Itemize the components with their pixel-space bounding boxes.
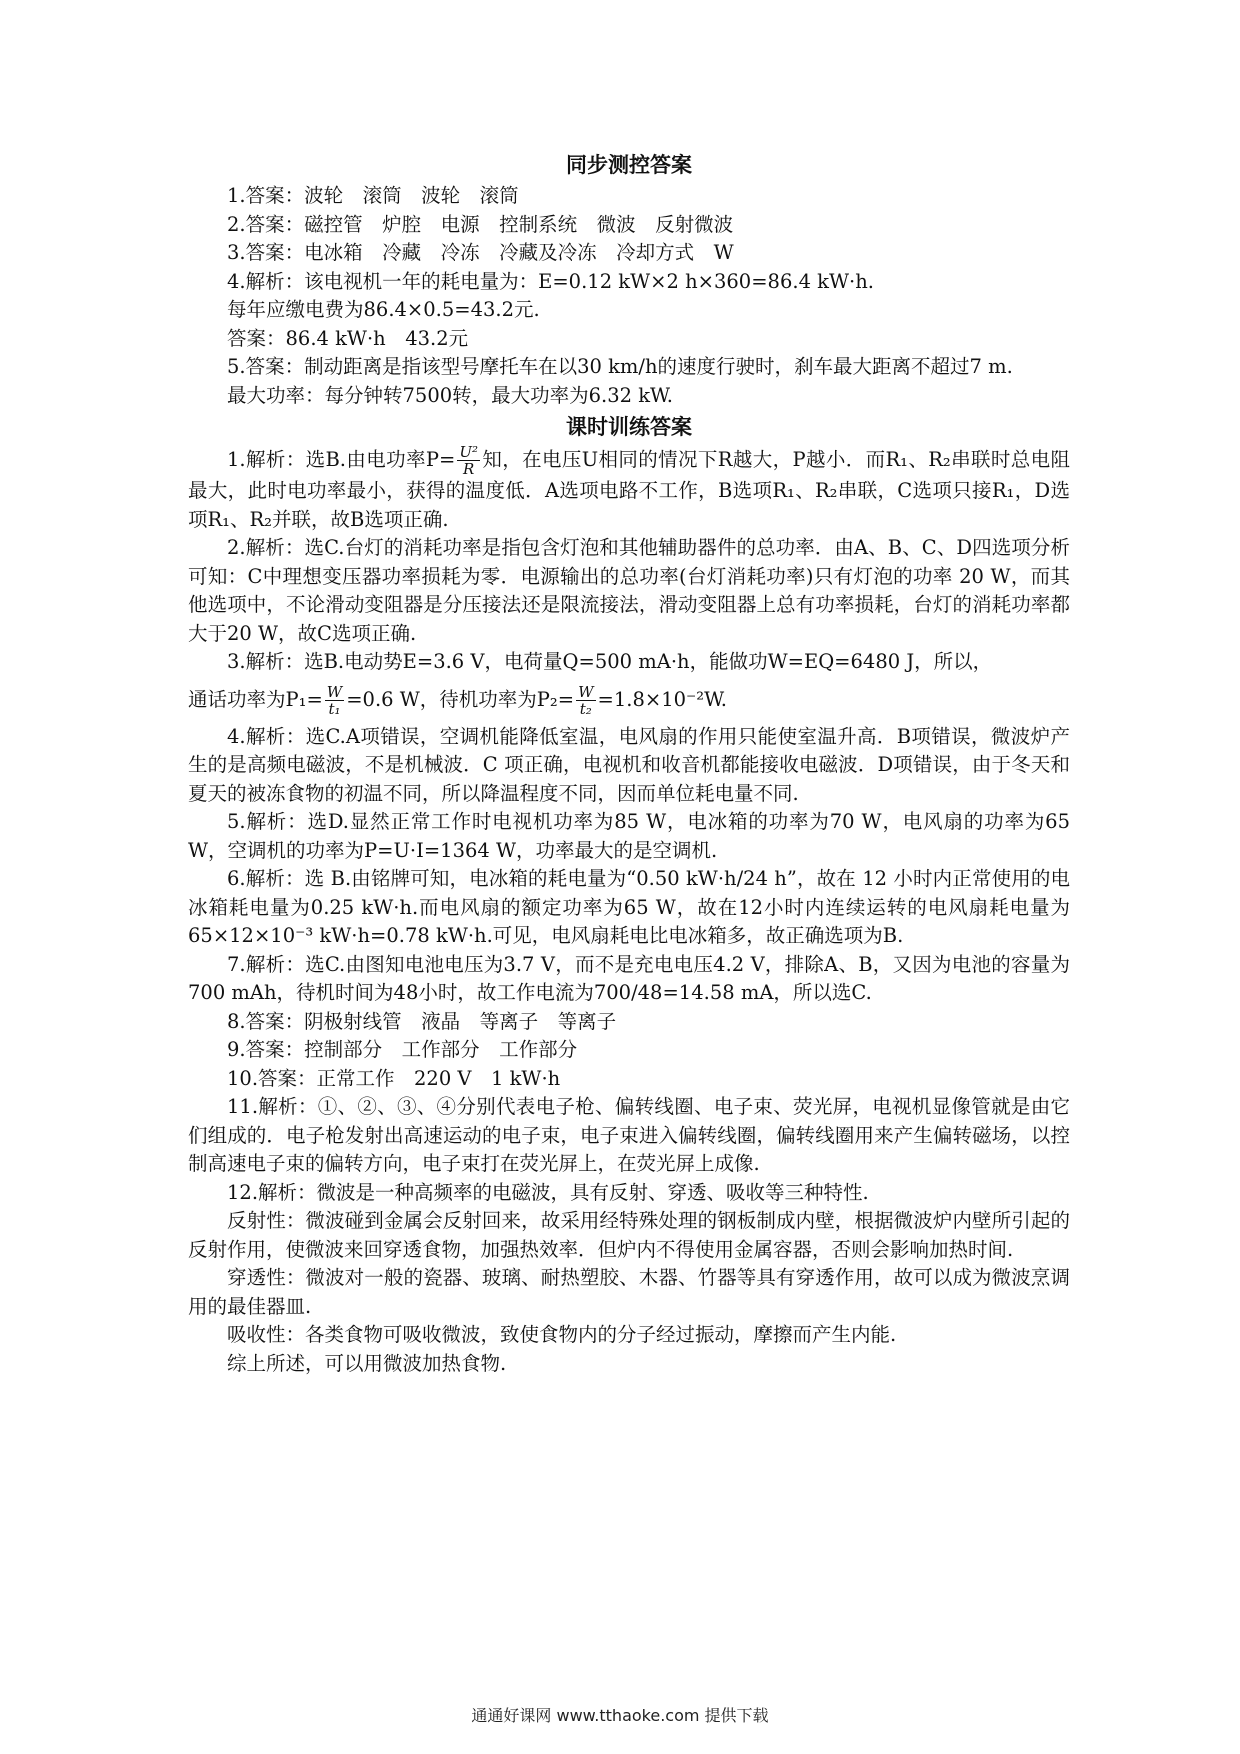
sync-answer-1: 1.答案：波轮 滚筒 波轮 滚筒 [227, 184, 519, 207]
lesson-answer-12-absorption: 吸收性：各类食物可吸收微波，致使食物内的分子经过振动，摩擦而产生内能. [227, 1323, 897, 1346]
sync-answer-3: 3.答案：电冰箱 冷藏 冷冻 冷藏及冷冻 冷却方式 W [227, 241, 734, 264]
page-footer: 通通好课网 www.tthaoke.com 提供下载 [471, 1706, 769, 1725]
standby-power-fraction [576, 684, 595, 717]
lesson-answer-8: 8.答案：阴极射线管 液晶 等离子 等离子 [227, 1009, 617, 1033]
sync-answer-5-line1: 5.答案：制动距离是指该型号摩托车在以30 km/h的速度行驶时，刹车最大距离不超过7 m. [227, 355, 1013, 378]
lesson-answer-5: 5.解析：选D.显然正常工作时电视机功率为85 W，电冰箱的功率为70 W，电风扇的功率为65 W，空调机的功率为P=U·I=1364 W，功率最大的是空调机. [188, 810, 1070, 862]
lesson-answer-7: 7.解析：选C.由图知电池电压为3.7 V，而不是充电电压4.2 V，排除A、B，又因为电池的容量为700 mAh，待机时间为48小时，故工作电流为700/48=14.58 mA，所以选C. [188, 952, 1070, 1004]
answer-content [188, 148, 1070, 1378]
lesson-answer-12-line1: 12.解析：微波是一种高频率的电磁波，具有反射、穿透、吸收等三种特性. [227, 1180, 869, 1204]
talk-power-fraction [325, 684, 344, 717]
fraction-denominator: t₁ [328, 699, 341, 718]
lesson-answer-1-post: 知，在电压U相同的情况下R越大，P越小．而R₁、R₂串联时总电阻最大，此时电功率最小，获得的温度低．A选项电路不工作，B选项R₁、R₂串联，C选项只接R₁，D选项R₁、R₂并联，故B选项正确. [188, 448, 1070, 531]
lesson-answer-4: 4.解析：选C.A项错误，空调机能降低室温，电风扇的作用只能使室温升高．B项错误，微波炉产生的是高频电磁波，不是机械波．C 项正确，电视机和收音机都能接收电磁波．D项错误，由于冬天和夏天的被冻食物的初温不同，所以降温程度不同，因而单位耗电量不同. [188, 724, 1070, 805]
fraction-denominator: R [463, 460, 475, 478]
fraction-numerator: W [326, 682, 343, 701]
lesson-answer-3-post: =1.8×10⁻²W. [597, 687, 727, 711]
lesson-answer-3-line1: 3.解析：选B.电动势E=3.6 V，电荷量Q=500 mA·h，能做功W=EQ=6480 J，所以， [227, 650, 993, 673]
lesson-answer-9: 9.答案：控制部分 工作部分 工作部分 [227, 1038, 578, 1061]
lesson-answer-3-mid: =0.6 W，待机功率为P₂= [346, 687, 575, 711]
lesson-answers-title: 课时训练答案 [566, 414, 692, 439]
fraction-numerator: W [578, 682, 594, 701]
lesson-answer-1-pre: 1.解析：选B.由电功率P= [227, 448, 456, 471]
sync-answer-4-line1: 4.解析：该电视机一年的耗电量为：E=0.12 kW×2 h×360=86.4 kW·h. [227, 269, 874, 293]
sync-answers-title: 同步测控答案 [566, 152, 692, 177]
lesson-answer-12-conclusion: 综上所述，可以用微波加热食物. [227, 1351, 507, 1375]
fraction-denominator: t₂ [579, 699, 592, 718]
power-formula-fraction [457, 444, 480, 477]
sync-answer-2: 2.答案：磁控管 炉腔 电源 控制系统 微波 反射微波 [227, 212, 734, 236]
lesson-answer-12-reflection: 反射性：微波碰到金属会反射回来，故采用经特殊处理的钢板制成内壁，根据微波炉内壁所引起的反射作用，使微波来回穿透食物，加强热效率．但炉内不得使用金属容器，否则会影响加热时间. [188, 1209, 1070, 1261]
lesson-answer-1 [188, 444, 1070, 534]
lesson-answer-12-penetration: 穿透性：微波对一般的瓷器、玻璃、耐热塑胶、木器、竹器等具有穿透作用，故可以成为微波烹调用的最佳器皿. [188, 1266, 1070, 1318]
lesson-answer-3-line2 [188, 677, 1070, 723]
lesson-answer-10: 10.答案：正常工作 220 V 1 kW·h [227, 1066, 561, 1090]
lesson-answer-11: 11.解析：①、②、③、④分别代表电子枪、偏转线圈、电子束、荧光屏，电视机显像管就是由它们组成的．电子枪发射出高速运动的电子束，电子束进入偏转线圈，偏转线圈用来产生偏转磁场，以控制高速电子束的偏转方向，电子束打在荧光屏上，在荧光屏上成像. [188, 1095, 1070, 1175]
lesson-answer-6: 6.解析：选 B.由铭牌可知，电冰箱的耗电量为“0.50 kW·h/24 h”，故在 12 小时内正常使用的电冰箱耗电量为0.25 kW·h.而电风扇的额定功率为65 W，故在12小时内连续运转的电风扇耗电量为65×12×10⁻³ kW·h=0.78 kW·h.可见，电风扇耗电比电冰箱多，故正确选项为B. [188, 867, 1070, 947]
sync-answer-4-line3: 答案：86.4 kW·h 43.2元 [227, 326, 469, 350]
sync-answer-4-line2: 每年应缴电费为86.4×0.5=43.2元. [227, 298, 540, 321]
sync-answer-5-line2: 最大功率：每分钟转7500转，最大功率为6.32 kW. [227, 383, 673, 407]
lesson-answer-3-pre: 通话功率为P₁= [188, 687, 323, 711]
fraction-numerator: U² [459, 443, 478, 461]
lesson-answer-2: 2.解析：选C.台灯的消耗功率是指包含灯泡和其他辅助器件的总功率．由A、B、C、D四选项分析可知：C中理想变压器功率损耗为零．电源输出的总功率(台灯消耗功率)只有灯泡的功率 20 W，而其他选项中，不论滑动变阻器是分压接法还是限流接法，滑动变阻器上总有功率损耗，台灯的消耗功率都大于20 W，故C选项正确. [188, 536, 1070, 645]
